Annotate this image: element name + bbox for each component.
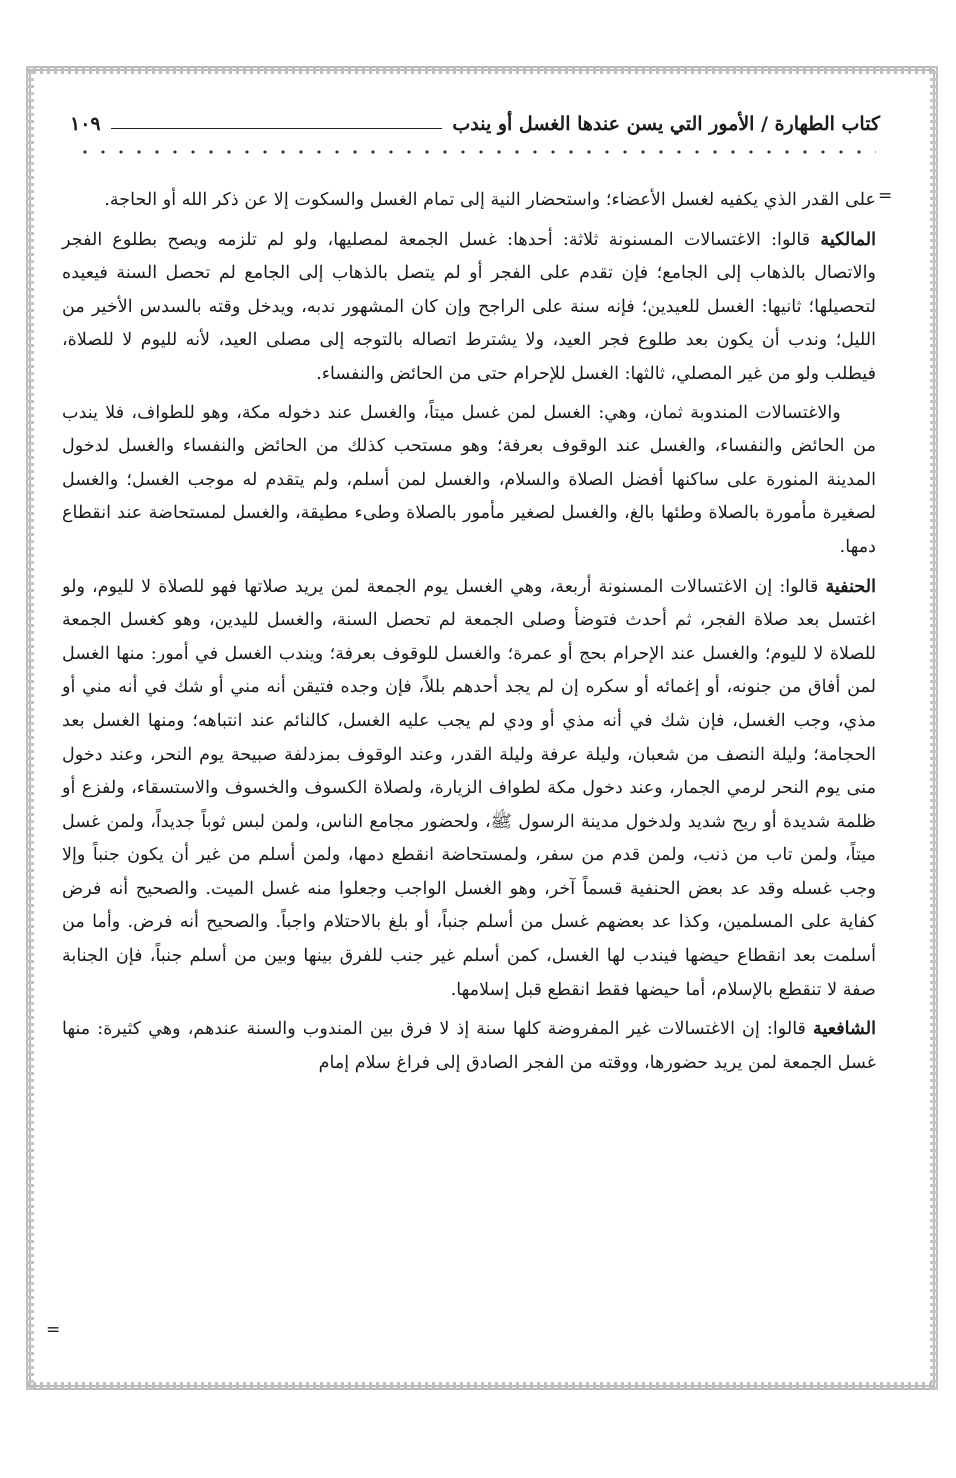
page-number: ١٠٩ <box>70 113 101 135</box>
paragraph-text: قالوا: إن الاغتسالات غير المفروضة كلها سنة إذ لا فرق بين المندوب والسنة عندهم، وهي كثيرة: منها غسل الجمعة لمن يريد حضورها، ووقته من الفجر الصادق إلى فراغ سلام إمام <box>62 1019 876 1073</box>
header-dotted-rule <box>76 148 876 156</box>
page-body <box>62 184 876 1085</box>
continuation-mark-start: = <box>878 186 893 206</box>
paragraph-text: على القدر الذي يكفيه لغسل الأعضاء؛ واستحضار النية إلى تمام الغسل والسكوت إلا عن ذكر الله أو الحاجة. <box>104 190 876 210</box>
paragraph-text: قالوا: إن الاغتسالات المسنونة أربعة، وهي الغسل يوم الجمعة لمن يريد صلاتها فهو للصلاة لا لليوم، ولو اغتسل بعد صلاة الفجر، ثم أحدث فتوضأ وصلى الجمعة لم تحصل السنة، والغسل لليدين، وهو كغسل الجمعة للصلاة لا لليوم؛ والغسل عند الإحرام بحج أو عمرة؛ والغسل للوقوف بعرفة؛ ويندب الغسل في أمور: منها الغسل لمن أفاق من جنونه، أو إغمائه أو سكره إن لم يجد أحدهم بللاً، فإن وجده فتيقن أنه مني أو شك في أنه مني أو مذي، وجب الغسل، فإن شك في أنه مذي أو ودي لم يجب عليه الغسل، كالنائم عند انتباهه؛ ومنها الغسل بعد الحجامة؛ وليلة النصف من شعبان، وليلة عرفة وليلة القدر، وعند الوقوف بمزدلفة صبيحة يوم النحر، وعند دخول منى يوم النحر لرمي الجمار، وعند دخول مكة لطواف الزيارة، ولصلاة الكسوف والخسوف والاستسقاء، ولفزع أو ظلمة شديدة أو ريح شديد ولدخول مدينة الرسول ﷺ، ولحضور مجامع الناس، ولمن لبس ثوباً جديداً، ولمن غسل ميتاً، ولمن تاب من ذنب، ولمن قدم من سفر، ولمستحاضة انقطع دمها، ولمن أسلم من غير أن يكون جنباً وإلا وجب غسله وقد عد بعض الحنفية قسماً آخر، وهو الغسل الواجب وجعلوا منه غسل الميت. والصحيح أنه فرض كفاية على المسلمين، وكذا عد بعضهم غسل من أسلم جنباً، أو بلغ بالاحتلام واجباً. والصحيح أنه فرض. وأما من أسلمت بعد انقطاع حيضها فيندب لها الغسل، كمن أسلم غير جنب للفرق بينها وبين من أسلم جنباً، فإن الجنابة صفة لا تنقطع بالإسلام، أما حيضها فقط انقطع قبل إسلامها. <box>62 576 876 1000</box>
paragraph-mandub <box>62 397 876 565</box>
running-header <box>70 106 880 142</box>
paragraph-shafiiyya <box>62 1012 876 1080</box>
paragraph-hanafiyya <box>62 570 876 1008</box>
ornamental-border-right <box>930 66 938 1390</box>
ornamental-border-left <box>26 66 34 1390</box>
paragraph-malikiyya <box>62 223 876 392</box>
paragraph-continuation <box>62 184 876 218</box>
madhhab-heading: الحنفية <box>825 575 876 597</box>
madhhab-heading: الشافعية <box>813 1018 876 1040</box>
madhhab-heading: المالكية <box>820 228 876 250</box>
ornamental-border-top <box>26 66 938 74</box>
ornamental-border-bottom <box>26 1382 938 1390</box>
paragraph-text: قالوا: الاغتسالات المسنونة ثلاثة: أحدها: غسل الجمعة لمصليها، ولو لم تلزمه ويصح بطلوع الفجر والاتصال بالذهاب إلى الجامع؛ فإن تقدم على الفجر أو لم يتصل بالذهاب إلى الجامع لم تحصل السنة فيعيده لتحصيلها؛ ثانيها: الغسل للعيدين؛ فإنه سنة على الراجح وإن كان المشهور ندبه، ويدخل وقته بالسدس الأخير من الليل؛ وندب أن يكون بعد طلوع فجر العيد، ولا يشترط اتصاله بالتوجه إلى مصلى العيد، لأنه لليوم لا للصلاة، فيطلب ولو من غير المصلي، ثالثها: الغسل للإحرام حتى من الحائض والنفساء. <box>62 229 876 384</box>
header-title: كتاب الطهارة / الأمور التي يسن عندها الغسل أو يندب <box>452 113 880 135</box>
paragraph-text: والاغتسالات المندوبة ثمان، وهي: الغسل لمن غسل ميتاً، والغسل عند دخوله مكة، وهو للطواف، فلا يندب من الحائض والنفساء، والغسل عند الوقوف بعرفة؛ وهو مستحب كذلك من الحائض والنفساء والغسل لدخول المدينة المنورة على ساكنها أفضل الصلاة والسلام، والغسل لمن أسلم، ولم يتقدم له موجب الغسل؛ والغسل لصغيرة مأمورة بالصلاة وطئها بالغ، والغسل لصغير مأمور بالصلاة وطىء مطيقة، والغسل لمستحاضة عند انقطاع دمها. <box>62 402 876 557</box>
continuation-mark-end: = <box>46 1320 61 1340</box>
header-rule <box>111 128 443 129</box>
